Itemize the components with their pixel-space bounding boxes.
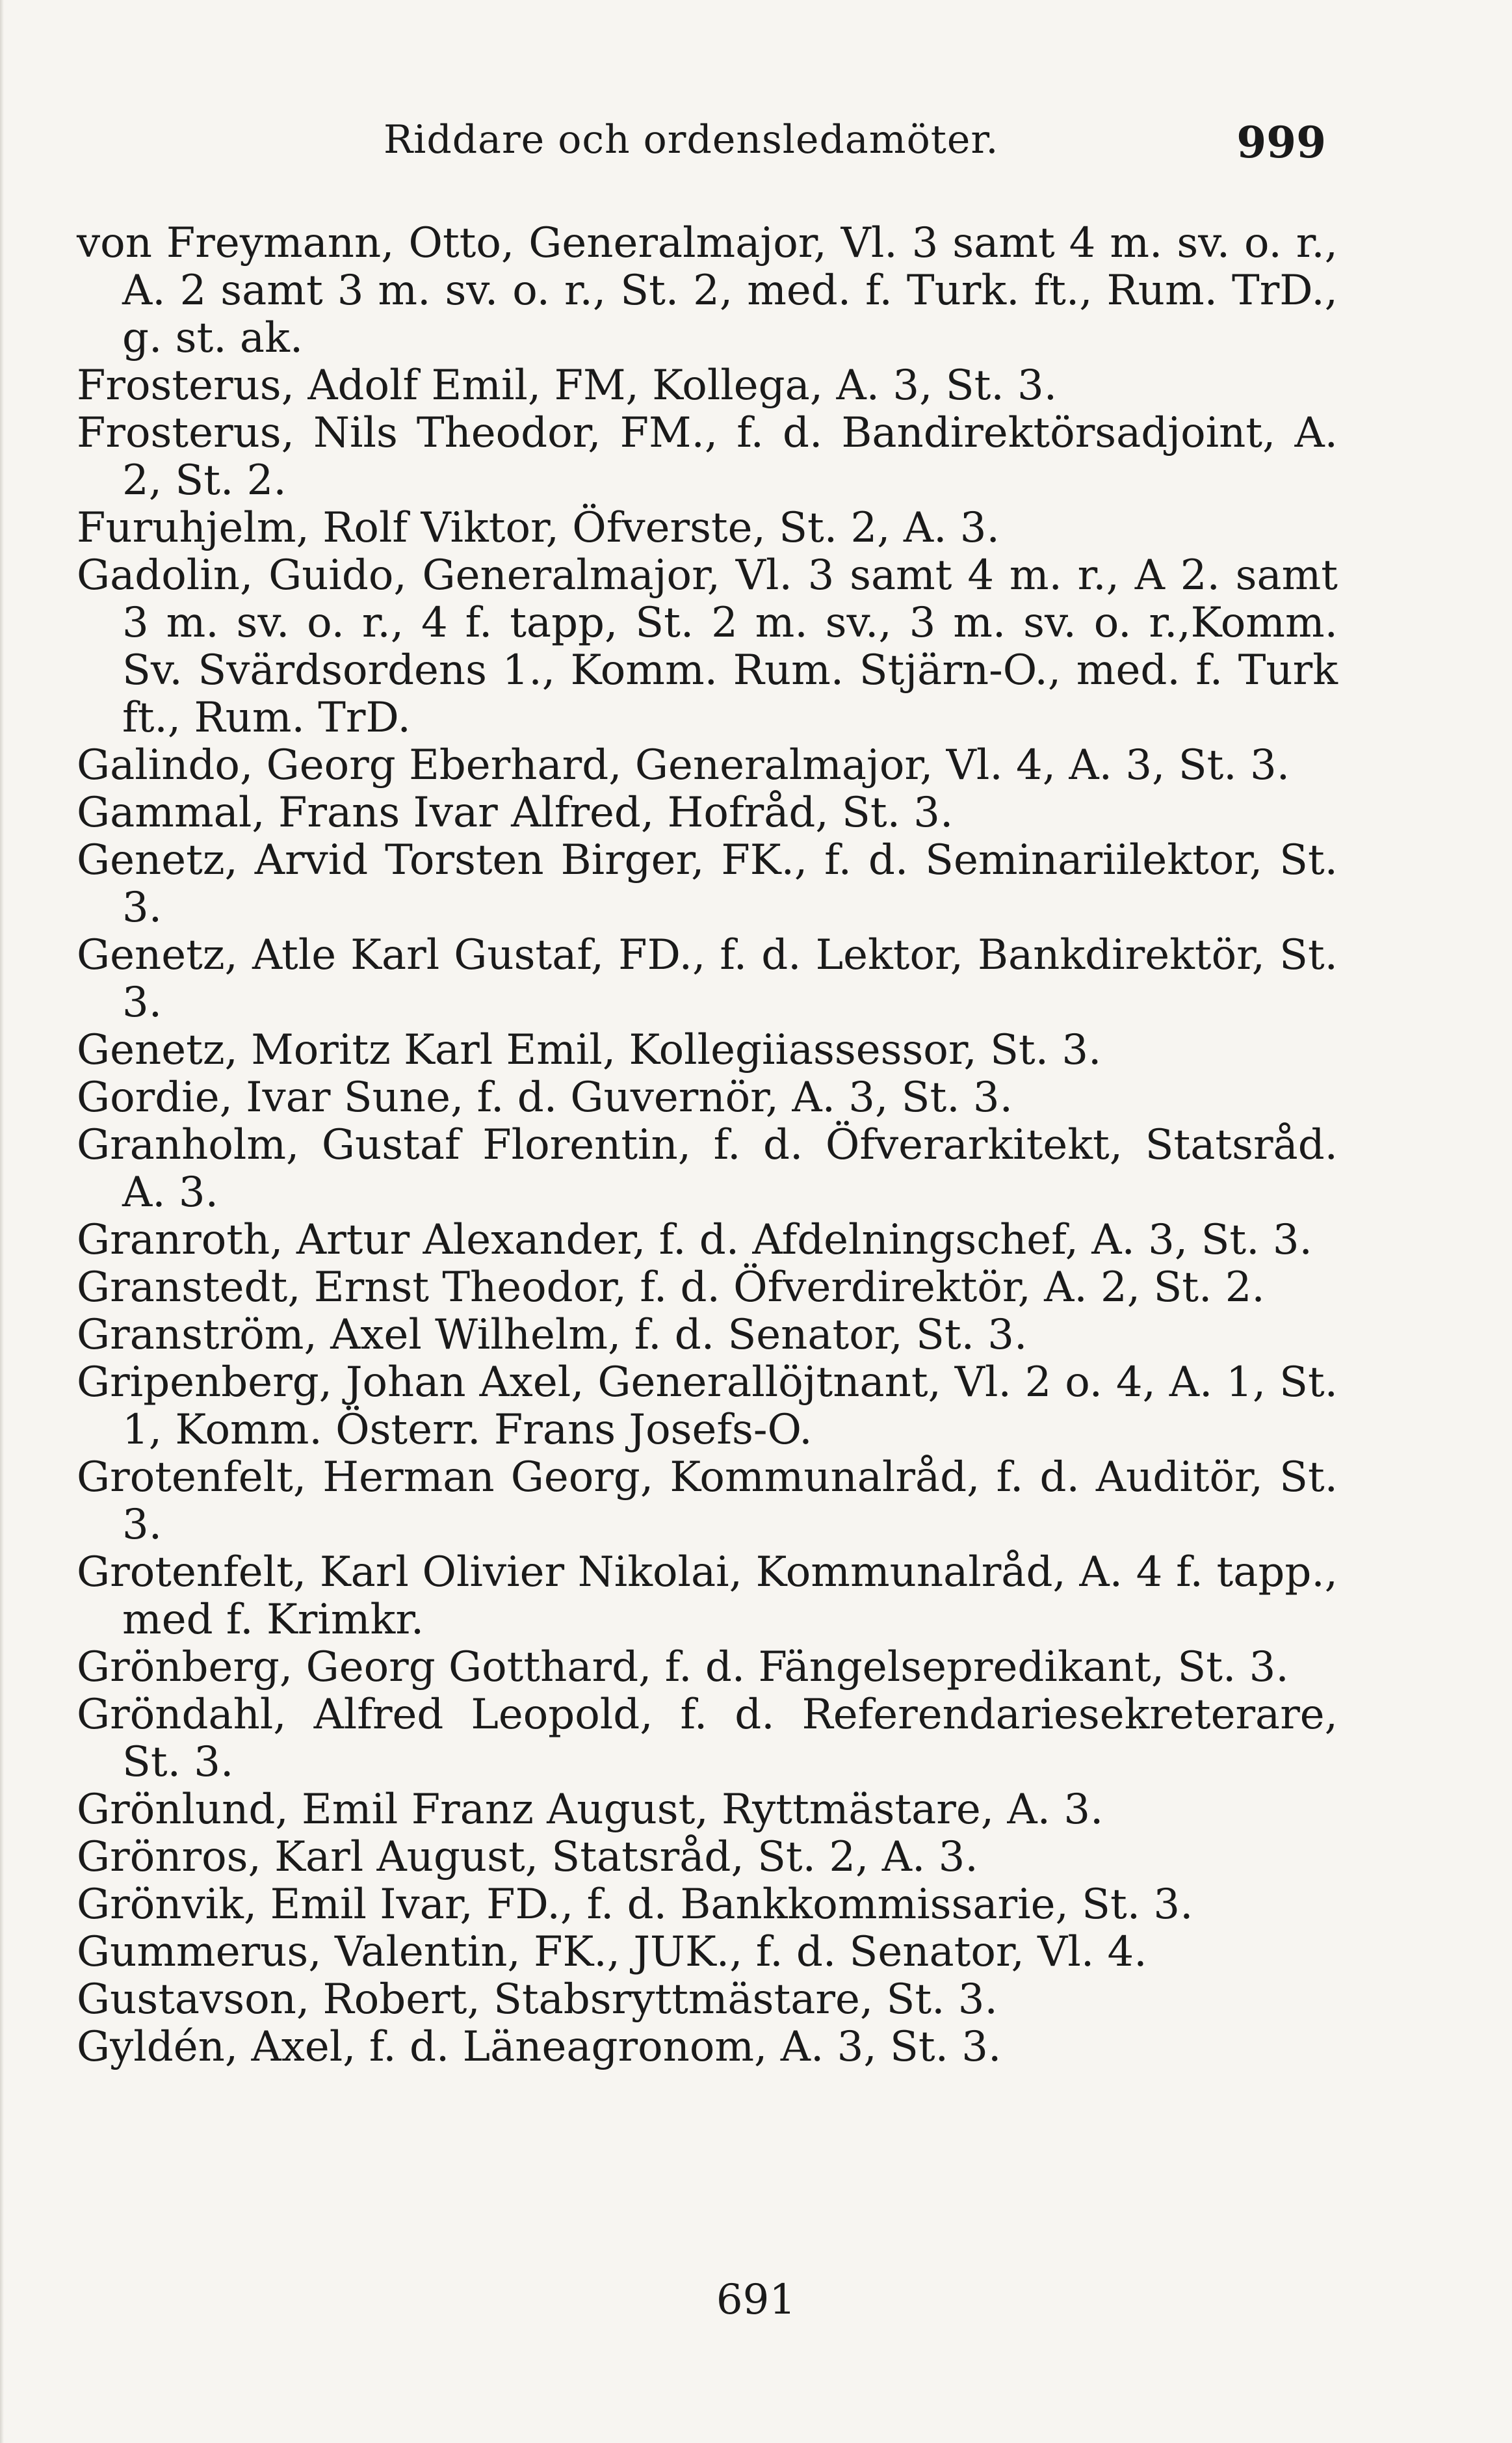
list-item: Frosterus, Adolf Emil, FM, Kollega, A. 3, St. 3. (77, 362, 1058, 410)
list-item: Gordie, Ivar Sune, f. d. Guvernör, A. 3, St. 3. (77, 1074, 1013, 1122)
header-title: Riddare och ordensledamöter. (384, 117, 999, 163)
list-item: Gripenberg, Johan Axel, Generallöjtnant, Vl. 2 o. 4, A. 1, St. 1, Komm. Österr. Frans Josefs-O. (77, 1358, 1338, 1454)
list-item: Granström, Axel Wilhelm, f. d. Senator, St. 3. (77, 1311, 1028, 1359)
list-item: Gadolin, Guido, Generalmajor, Vl. 3 samt 4 m. r., A 2. samt 3 m. sv. o. r., 4 f. tapp, St. 2 m. sv., 3 m. sv. o. r.,Komm. Sv. Svärdsordens 1., Komm. Rum. Stjärn-O., med. f. Turk ft., Rum. TrD. (77, 551, 1338, 742)
list-item: von Freymann, Otto, Generalmajor, Vl. 3 samt 4 m. sv. o. r., A. 2 samt 3 m. sv. o. r., St. 2, med. f. Turk. ft., Rum. TrD., g. st. ak. (77, 219, 1338, 362)
list-item: Grotenfelt, Herman Georg, Kommunalråd, f. d. Auditör, St. 3. (77, 1453, 1338, 1549)
running-header (384, 117, 1326, 169)
list-item: Gyldén, Axel, f. d. Läneagronom, A. 3, St. 3. (77, 2023, 1002, 2071)
list-item: Granroth, Artur Alexander, f. d. Afdelningschef, A. 3, St. 3. (77, 1216, 1312, 1264)
page-number: 999 (1236, 117, 1326, 168)
list-item: Granstedt, Ernst Theodor, f. d. Öfverdirektör, A. 2, St. 2. (77, 1263, 1265, 1312)
list-item: Genetz, Atle Karl Gustaf, FD., f. d. Lektor, Bankdirektör, St. 3. (77, 931, 1338, 1027)
page-signature: 691 (716, 2276, 796, 2324)
list-item: Gröndahl, Alfred Leopold, f. d. Referendariesekreterare, St. 3. (77, 1691, 1338, 1786)
list-item: Furuhjelm, Rolf Viktor, Öfverste, St. 2, A. 3. (77, 504, 1000, 552)
list-item: Gustavson, Robert, Stabsryttmästare, St. 3. (77, 1975, 998, 2024)
list-item: Grönlund, Emil Franz August, Ryttmästare, A. 3. (77, 1786, 1104, 1834)
list-item: Galindo, Georg Eberhard, Generalmajor, Vl. 4, A. 3, St. 3. (77, 741, 1290, 789)
list-item: Grönvik, Emil Ivar, FD., f. d. Bankkommissarie, St. 3. (77, 1881, 1193, 1929)
entry-list (77, 220, 1338, 2071)
page-edge (0, 0, 4, 2443)
list-item: Genetz, Moritz Karl Emil, Kollegiiassessor, St. 3. (77, 1026, 1102, 1074)
list-item: Granholm, Gustaf Florentin, f. d. Öfverarkitekt, Statsråd. A. 3. (77, 1121, 1338, 1217)
list-item: Genetz, Arvid Torsten Birger, FK., f. d. Seminariilektor, St. 3. (77, 836, 1338, 932)
list-item: Grönberg, Georg Gotthard, f. d. Fängelsepredikant, St. 3. (77, 1643, 1289, 1691)
list-item: Grotenfelt, Karl Olivier Nikolai, Kommunalråd, A. 4 f. tapp., med f. Krimkr. (77, 1548, 1338, 1644)
list-item: Gummerus, Valentin, FK., JUK., f. d. Senator, Vl. 4. (77, 1928, 1147, 1976)
list-item: Gammal, Frans Ivar Alfred, Hofråd, St. 3. (77, 789, 954, 837)
list-item: Grönros, Karl August, Statsråd, St. 2, A. 3. (77, 1833, 978, 1881)
list-item: Frosterus, Nils Theodor, FM., f. d. Bandirektörsadjoint, A. 2, St. 2. (77, 409, 1338, 505)
